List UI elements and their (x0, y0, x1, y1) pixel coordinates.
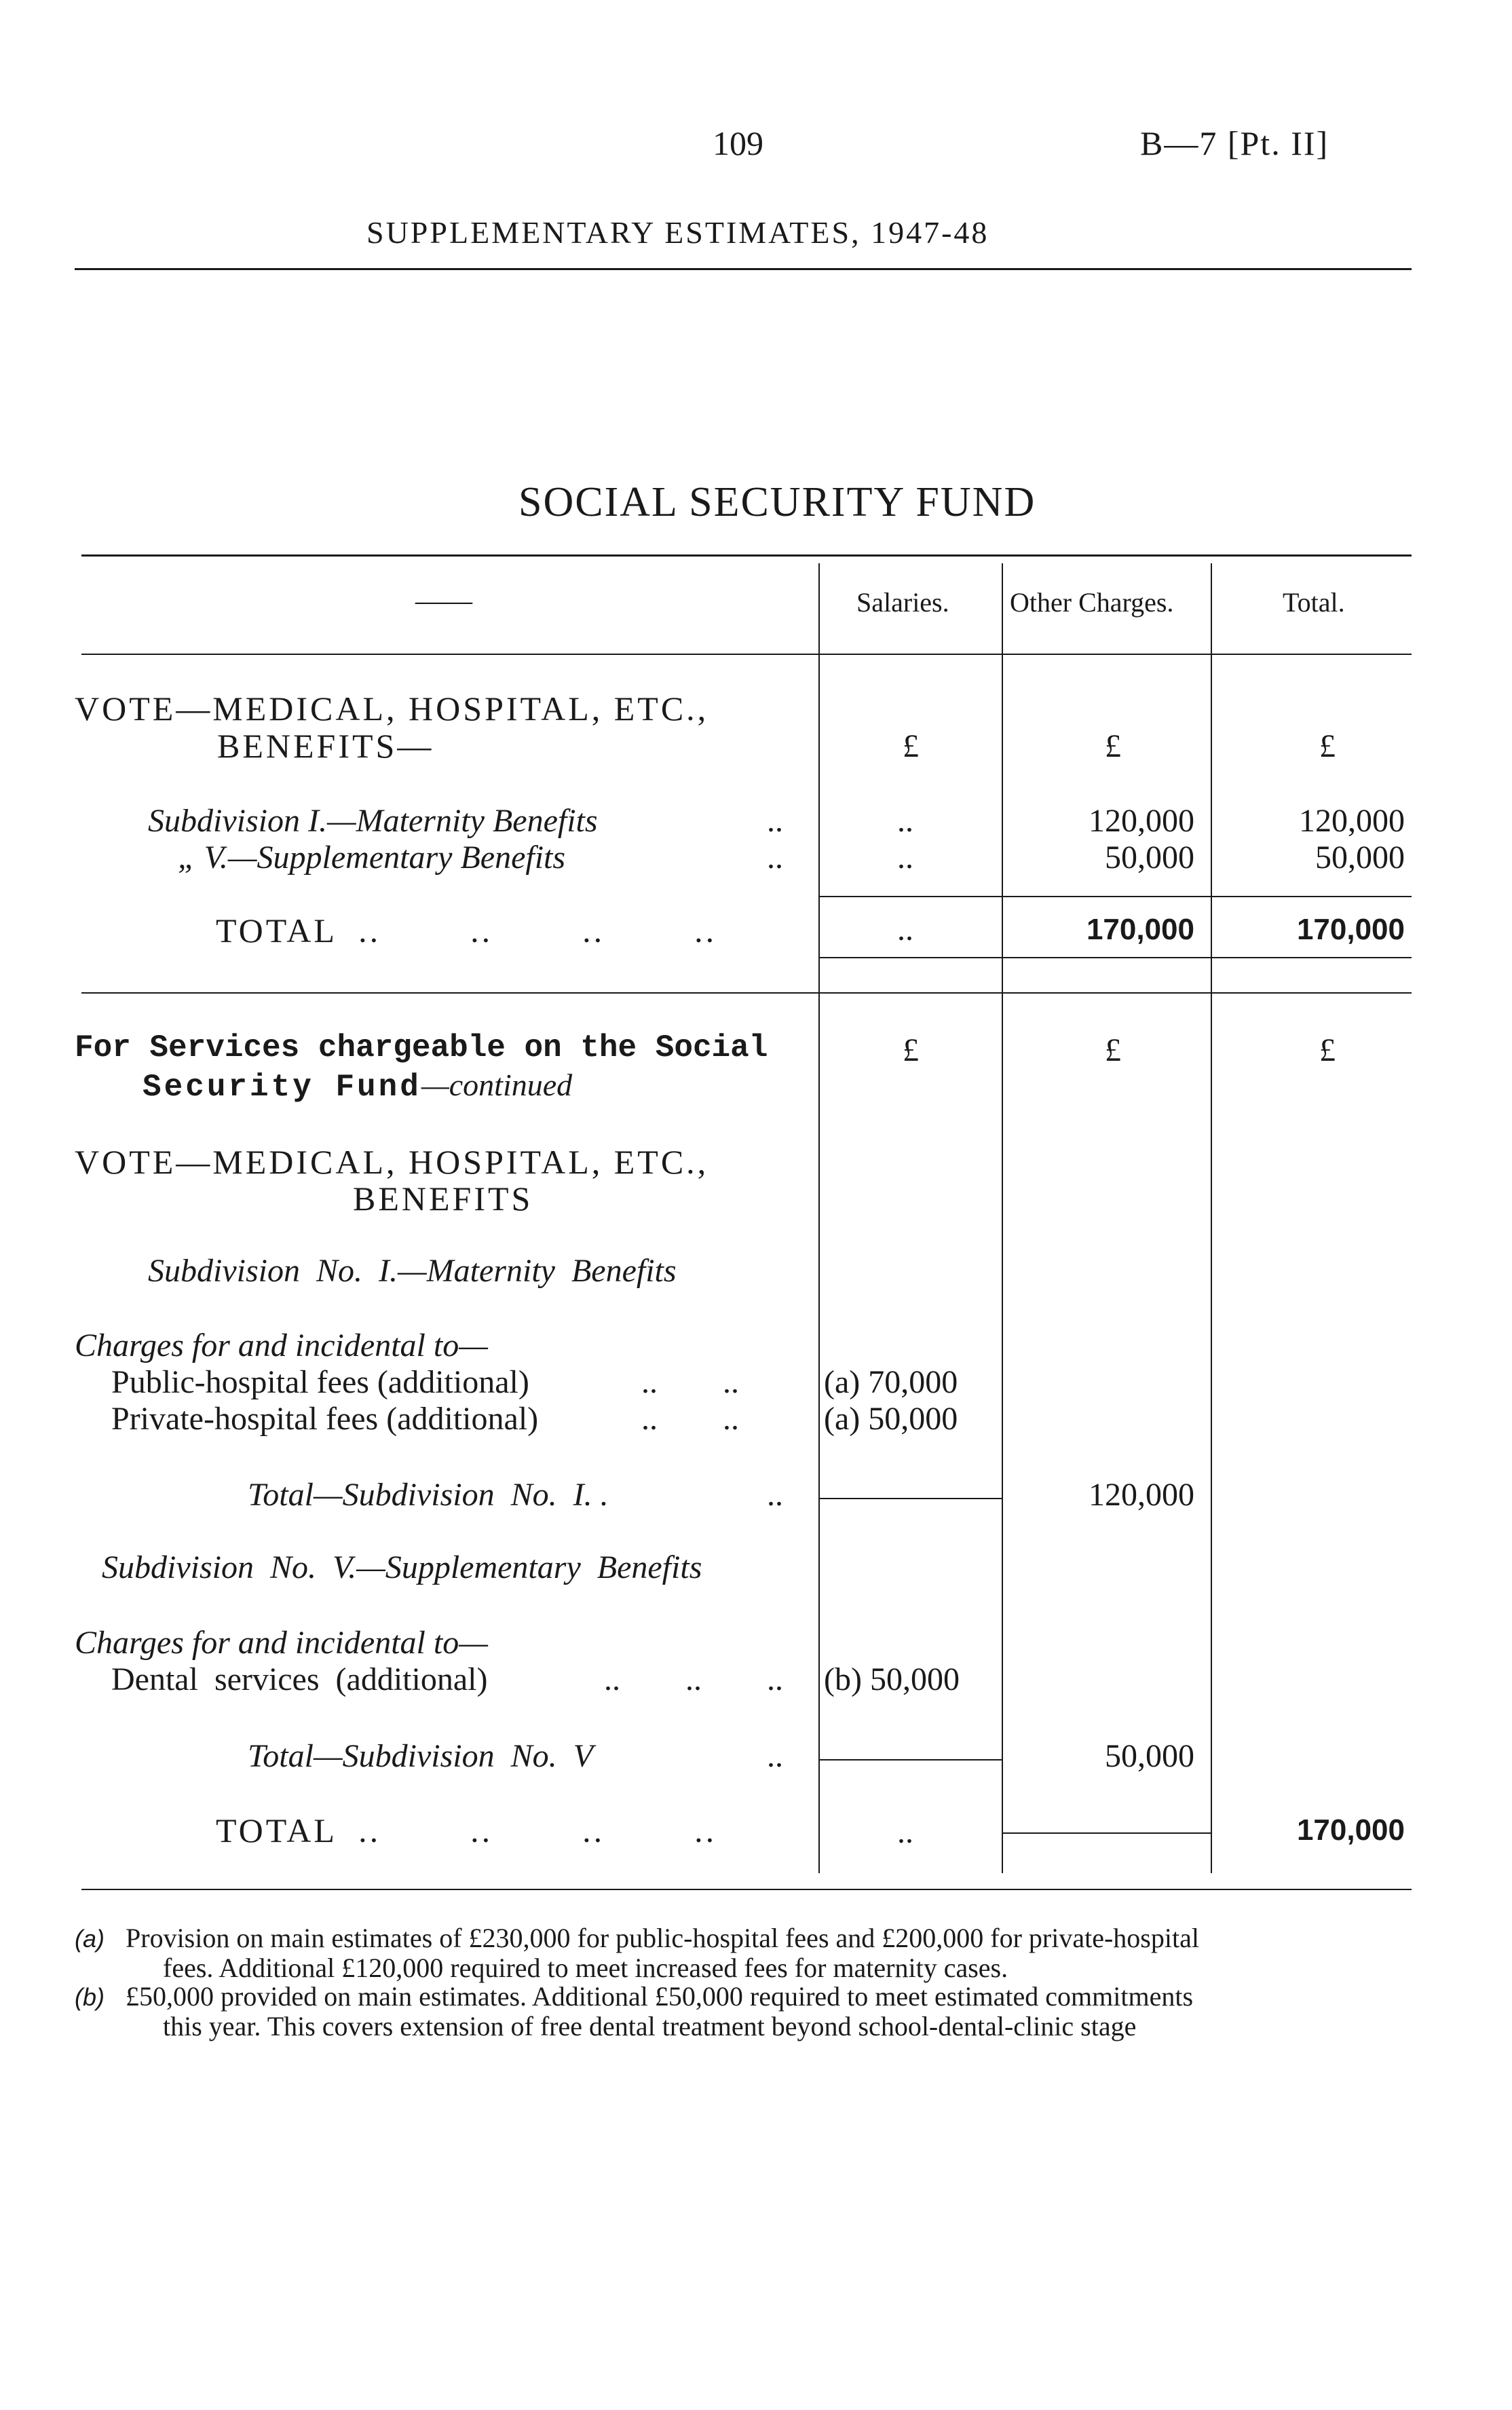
summary-total-rule (818, 957, 1412, 958)
column-divider-other (1002, 563, 1003, 1873)
subdivision-5-total-rule (818, 1759, 1003, 1761)
detail-currency-other: £ (1105, 1032, 1121, 1068)
detail-currency-salaries: £ (903, 1032, 919, 1068)
item-public-hospital-value: (a) 70,000 (824, 1364, 958, 1400)
item-public-hospital-label: Public-hospital fees (additional) (111, 1364, 529, 1400)
footnote-a-mark: (a) (75, 1925, 105, 1953)
footnote-b-mark: (b) (75, 1983, 105, 2011)
subdivision-5-total-dots: .. (767, 1738, 783, 1774)
item-private-hospital-dots: .. .. (641, 1401, 739, 1437)
detail-heading-line-1: For Services chargeable on the Social (75, 1030, 768, 1066)
summary-row-2-total: 50,000 (1315, 840, 1405, 875)
summary-subtotal-rule (818, 896, 1412, 897)
summary-total-salaries: .. (897, 911, 913, 947)
detail-vote-line-1: VOTE—MEDICAL, HOSPITAL, ETC., (75, 1143, 709, 1181)
column-header-salaries: Salaries. (856, 587, 949, 618)
document-reference: B—7 [Pt. II] (1140, 124, 1329, 162)
summary-row-1-salaries: .. (897, 803, 913, 839)
summary-total-other: 170,000 (1086, 913, 1194, 946)
page-number: 109 (713, 124, 763, 162)
summary-vote-line-2: BENEFITS— (217, 727, 434, 765)
footnote-a-line-2: fees. Additional £120,000 required to meet increased fees for maternity cases. (163, 1953, 1008, 1983)
summary-row-2-label: „ V.—Supplementary Benefits (178, 840, 566, 875)
subdivision-1-total-label: Total—Subdivision No. I. . (248, 1477, 609, 1513)
summary-total-total: 170,000 (1296, 913, 1405, 946)
summary-total-label: TOTAL .. .. .. .. (216, 911, 717, 949)
detail-total-rule (1002, 1832, 1212, 1834)
subdivision-1-charges-label: Charges for and incidental to— (75, 1328, 488, 1363)
column-divider-salaries (818, 563, 820, 1873)
summary-currency-total: £ (1319, 728, 1336, 764)
subdivision-1-total-dots: .. (767, 1477, 783, 1513)
footnote-a-line-1: Provision on main estimates of £230,000 for public-hospital fees and £200,000 for private-hospital (126, 1923, 1199, 1953)
column-header-total: Total. (1283, 587, 1345, 618)
page-title: SOCIAL SECURITY FUND (518, 479, 1036, 525)
summary-row-2-salaries: .. (897, 840, 913, 875)
item-dental-services-dots: .. .. .. (604, 1661, 783, 1697)
summary-currency-other: £ (1105, 728, 1121, 764)
subdivision-5-total-value: 50,000 (1105, 1738, 1194, 1774)
subdivision-5-charges-label: Charges for and incidental to— (75, 1625, 488, 1661)
item-dental-services-value: (b) 50,000 (824, 1661, 960, 1697)
detail-heading-continued: —continued (421, 1068, 573, 1102)
summary-row-2-dots: .. (767, 840, 783, 875)
summary-row-1-other: 120,000 (1089, 803, 1194, 839)
detail-total-salaries: .. (897, 1814, 913, 1850)
detail-heading-line-2 (143, 1067, 572, 1105)
subdivision-1-total-value: 120,000 (1089, 1477, 1194, 1513)
summary-row-1-total: 120,000 (1299, 803, 1405, 839)
summary-vote-line-1: VOTE—MEDICAL, HOSPITAL, ETC., (75, 690, 709, 728)
running-title: SUPPLEMENTARY ESTIMATES, 1947-48 (366, 215, 989, 250)
subdivision-5-heading: Subdivision No. V.—Supplementary Benefits (102, 1549, 702, 1585)
item-dental-services-label: Dental services (additional) (111, 1661, 488, 1697)
column-divider-total (1211, 563, 1212, 1873)
table-bottom-rule (81, 1889, 1412, 1890)
table-top-rule (81, 554, 1412, 557)
subdivision-1-heading: Subdivision No. I.—Maternity Benefits (148, 1253, 677, 1289)
item-public-hospital-dots: .. .. (641, 1364, 739, 1400)
detail-vote-line-2: BENEFITS (353, 1180, 533, 1218)
column-header-other-charges: Other Charges. (1010, 587, 1174, 618)
detail-currency-total: £ (1319, 1032, 1336, 1068)
subdivision-1-total-rule (818, 1498, 1003, 1499)
summary-row-1-dots: .. (767, 803, 783, 839)
summary-row-1-label: Subdivision I.—Maternity Benefits (148, 803, 598, 839)
detail-heading-fund: Security Fund (143, 1070, 421, 1105)
detail-total-total: 170,000 (1296, 1813, 1405, 1847)
item-private-hospital-label: Private-hospital fees (additional) (111, 1401, 539, 1437)
subdivision-5-total-label: Total—Subdivision No. V (248, 1738, 593, 1774)
header-bottom-rule (81, 654, 1412, 655)
summary-row-2-other: 50,000 (1105, 840, 1194, 875)
item-private-hospital-value: (a) 50,000 (824, 1401, 958, 1437)
footnote-b-line-1: £50,000 provided on main estimates. Additional £50,000 required to meet estimated commitments (126, 1981, 1194, 2012)
header-rule (75, 268, 1412, 270)
detail-total-label: TOTAL .. .. .. .. (216, 1811, 717, 1849)
section-divider-rule (81, 992, 1412, 994)
footnote-b-line-2: this year. This covers extension of free dental treatment beyond school-dental-clinic stage (163, 2011, 1137, 2041)
column-header-blank: —— (415, 586, 472, 617)
summary-currency-salaries: £ (903, 728, 919, 764)
